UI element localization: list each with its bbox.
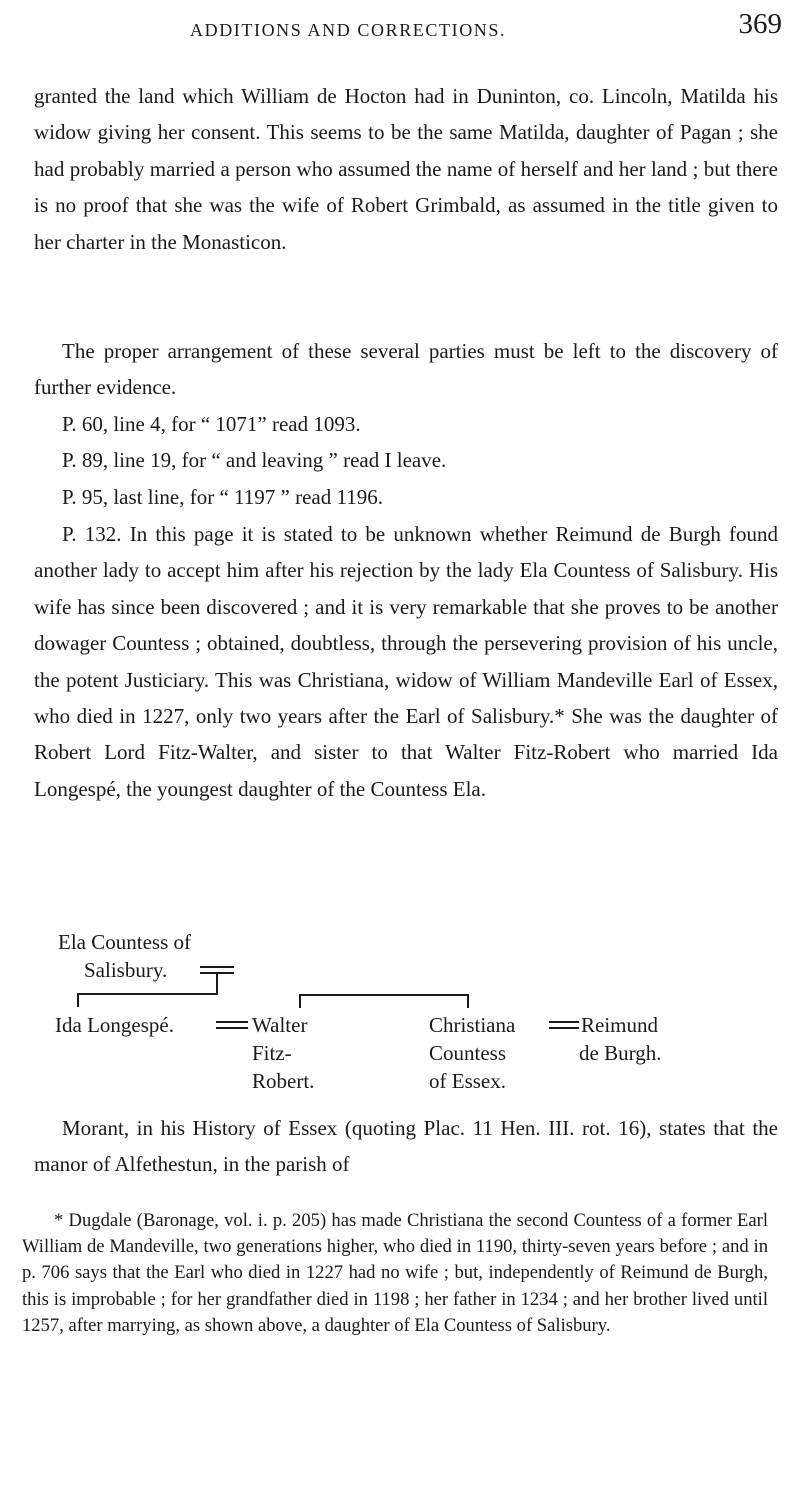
ela-name-line2: Salisbury. xyxy=(84,958,168,982)
descent-line xyxy=(299,994,301,1008)
sibling-bracket xyxy=(299,994,469,996)
footnote: * Dugdale (Baronage, vol. i. p. 205) has made Christiana the second Countess of a former Earl William de Mandeville, two generations higher, who died in 1190, thirty-seven years before ; and in p. 706 says that the Earl who died in 1227 had no wife ; but, independently of Reimund de Burgh, this is improbable ; for her grandfather died in 1198 ; her father in 1234 ; and her brother lived until 1257, after marrying, as shown above, a daughter of Ela Countess of Salisbury. xyxy=(22,1210,768,1336)
paragraph-continuation: granted the land which William de Hocton had in Duninton, co. Lincoln, Matilda his widow giving her consent. This seems to be the same Matilda, daughter of Pagan ; she had probably married a person who assumed the name of herself and her land ; but there is no proof that she was the wife of Robert Grimbald, as assumed in the title given to her charter in the Monasticon. xyxy=(34,84,778,254)
reimund-line2: de Burgh. xyxy=(579,1041,662,1065)
ela-name-line1: Ela Countess of xyxy=(58,930,191,954)
descent-line xyxy=(467,994,469,1008)
paragraph-p132: P. 132. In this page it is stated to be unknown whether Reimund de Burgh found another lady to accept him after his rejection by the lady Ela Countess of Salisbury. His wife has since been discovered ; and it is very remarkable that she proves to be another dowager Countess ; obtained, doubtless, through the persevering provision of his uncle, the potent Justiciary. This was Christiana, widow of William Mandeville Earl of Essex, who died in 1227, only two years after the Earl of Salisbury.* She was the daughter of Robert Lord Fitz-Walter, and sister to that Walter Fitz-Robert who married Ida Longespé, the youngest daughter of the Countess Ela. xyxy=(34,522,778,801)
paragraph-morant: Morant, in his History of Essex (quoting Plac. 11 Hen. III. rot. 16), states that the manor of Alfethestun, in the parish of xyxy=(34,1116,778,1177)
reimund-line1: Reimund xyxy=(581,1013,658,1037)
descent-line xyxy=(77,993,79,1007)
sibling-bracket xyxy=(77,993,218,995)
christiana-line2: Countess xyxy=(429,1041,507,1065)
paragraph-arrangement: The proper arrangement of these several parties must be left to the discovery of further evidence. xyxy=(34,339,778,400)
correction-p89: P. 89, line 19, for “ and leaving ” read I leave. xyxy=(62,448,447,472)
marriage-sign xyxy=(200,966,234,968)
running-title: ADDITIONS AND CORRECTIONS. xyxy=(190,20,507,40)
page-number: 369 xyxy=(738,8,782,40)
page-header xyxy=(0,8,800,44)
walter-line2: Fitz- xyxy=(252,1041,292,1065)
descent-line xyxy=(216,974,218,994)
marriage-sign xyxy=(549,1021,579,1023)
christiana-line3: of Essex. xyxy=(429,1069,506,1093)
correction-p95: P. 95, last line, for “ 1197 ” read 1196. xyxy=(62,485,383,509)
marriage-sign xyxy=(549,1027,579,1029)
marriage-sign xyxy=(216,1027,248,1029)
marriage-sign xyxy=(216,1021,248,1023)
ida-longespe: Ida Longespé. xyxy=(55,1013,174,1037)
christiana-line1: Christiana xyxy=(429,1013,516,1037)
walter-line3: Robert. xyxy=(252,1069,315,1093)
correction-p60: P. 60, line 4, for “ 1071” read 1093. xyxy=(62,412,361,436)
walter-line1: Walter xyxy=(252,1013,308,1037)
